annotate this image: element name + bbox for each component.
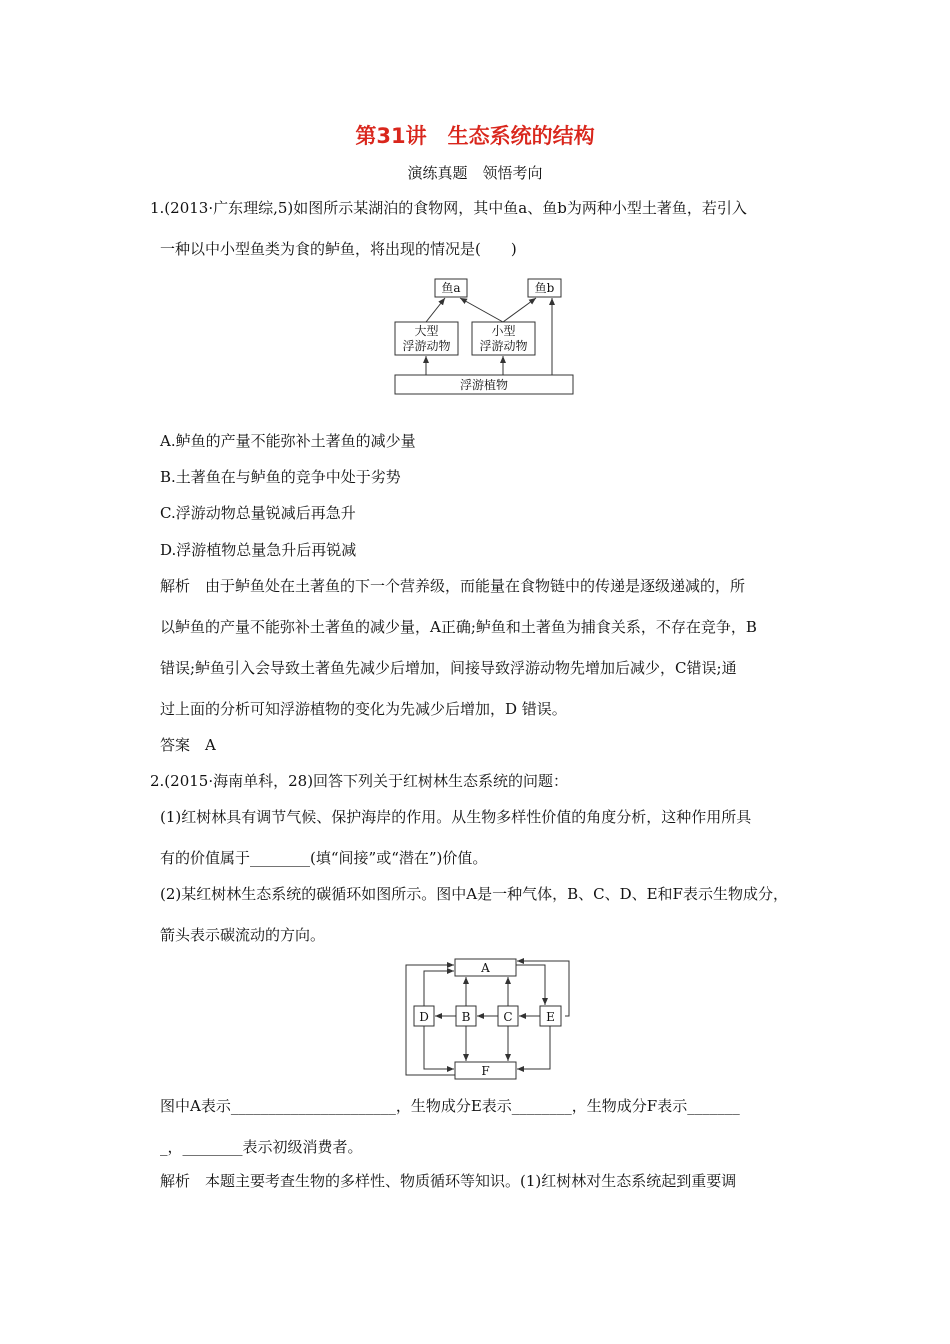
node-a-label: A [481,961,490,975]
fish-a-label: 鱼a [441,281,461,295]
node-d-label: D [419,1010,429,1024]
section-subtitle: 演练真题 领悟考向 [407,164,543,182]
node-c-label: C [503,1010,513,1024]
q2-blank-line1: 图中A表示______________________，生物成分E表示________，生物成分F表示_______ [160,1097,740,1115]
q2-part1-line1: (1)红树林具有调节气候、保护海岸的作用。从生物多样性价值的角度分析，这种作用所具 [160,808,752,826]
q1-stem-line1: 1.(2013·广东理综,5)如图所示某湖泊的食物网，其中鱼a、鱼b为两种小型土著鱼，若引入 [150,199,747,217]
fish-b-label: 鱼b [534,281,555,295]
node-e-label: E [546,1010,555,1024]
q2-stem: 2.(2015·海南单科，28)回答下列关于红树林生态系统的问题： [150,772,569,790]
q1-analysis-line3: 错误;鲈鱼引入会导致土著鱼先减少后增加，间接导致浮游动物先增加后减少，C错误;通 [160,659,737,677]
node-f-label: F [481,1064,490,1078]
page-title: 第31讲 生态系统的结构 [355,124,595,148]
node-b-label: B [461,1010,471,1024]
q1-stem-line2: 一种以中小型鱼类为食的鲈鱼，将出现的情况是( ) [160,240,517,258]
arrow-small-to-fish-a [460,298,503,322]
arrow-d-to-f [424,1026,454,1069]
q1-answer: 答案 A [160,736,216,754]
q1-option-a: A.鲈鱼的产量不能弥补土著鱼的减少量 [160,432,416,450]
q2-part2-line2: 箭头表示碳流动的方向。 [160,926,326,944]
arrow-small-to-fish-b [503,298,536,322]
q2-analysis-line1: 解析 本题主要考查生物的多样性、物质循环等知识。(1)红树林对生态系统起到重要调 [160,1172,737,1190]
q1-option-b: B.土著鱼在与鲈鱼的竞争中处于劣势 [160,468,401,486]
food-web-diagram [390,275,580,400]
arrow-d-to-a [424,971,454,1006]
arrow-a-to-e [516,965,545,1005]
q1-analysis-line1: 解析 由于鲈鱼处在土著鱼的下一个营养级，而能量在食物链中的传递是逐级递减的，所 [160,577,746,595]
q1-analysis-line2: 以鲈鱼的产量不能弥补土著鱼的减少量，A正确;鲈鱼和土著鱼为捕食关系，不存在竞争，B [160,618,757,636]
q2-blank-line2: _，________表示初级消费者。 [160,1138,363,1156]
q1-option-d: D.浮游植物总量急升后再锐减 [160,541,357,559]
small-zoo-label-2: 浮游动物 [479,339,528,353]
q2-part2-line1: (2)某红树林生态系统的碳循环如图所示。图中A是一种气体，B、C、D、E和F表示生物成分， [160,885,788,903]
arrow-e-to-f [517,1026,550,1069]
arrow-large-to-fish-a [426,298,445,322]
phytoplankton-label: 浮游植物 [459,378,509,392]
carbon-cycle-diagram [403,955,573,1081]
q1-option-c: C.浮游动物总量锐减后再急升 [160,504,356,522]
large-zoo-label-1: 大型 [414,324,439,338]
q2-part1-line2: 有的价值属于________(填“间接”或“潜在”)价值。 [160,849,488,867]
small-zoo-label-1: 小型 [491,324,516,338]
large-zoo-label-2: 浮游动物 [402,339,451,353]
q1-analysis-line4: 过上面的分析可知浮游植物的变化为先减少后增加，D 错误。 [160,700,567,718]
